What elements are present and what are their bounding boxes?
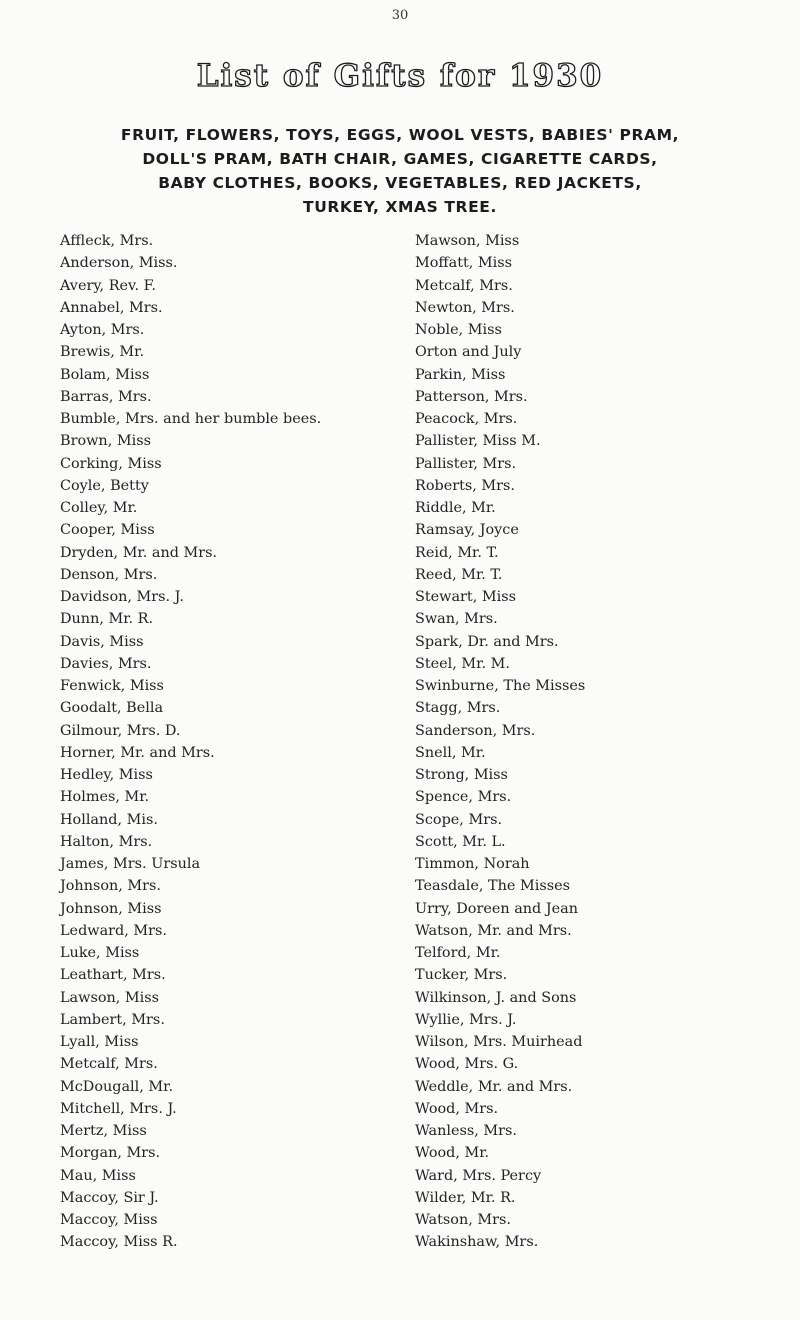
donor-name: James, Mrs. Ursula: [60, 856, 201, 872]
donor-name: Steel, Mr. M.: [415, 655, 510, 672]
donor-name: Spence, Mrs.: [415, 789, 512, 806]
donor-name: Annabel, Mrs.: [60, 299, 163, 316]
donor-name: Johnson, Mrs.: [60, 878, 162, 895]
donor-name: Urry, Doreen and Jean: [415, 900, 578, 917]
donor-name: Corking, Miss: [60, 455, 162, 472]
donor-name: Ward, Mrs. Percy: [415, 1167, 542, 1184]
gifts-line: TURKEY, XMAS TREE.: [303, 198, 497, 216]
donor-name: Swinburne, The Misses: [415, 678, 586, 694]
donor-name: Watson, Mrs.: [415, 1212, 511, 1228]
donor-name: Reed, Mr. T.: [415, 566, 503, 583]
donor-name: Pallister, Miss M.: [415, 433, 541, 450]
page-number: 30: [391, 8, 409, 23]
gifts-line: BABY CLOTHES, BOOKS, VEGETABLES, RED JACKETS,: [158, 174, 642, 192]
donor-name: Lawson, Miss: [60, 989, 160, 1006]
donor-name: Bolam, Miss: [60, 366, 150, 383]
donor-name: Watson, Mr. and Mrs.: [415, 922, 572, 939]
donor-name: Timmon, Norah: [415, 856, 530, 872]
donor-name: Johnson, Miss: [60, 900, 162, 917]
donor-name: Lyall, Miss: [60, 1034, 139, 1050]
donor-name: Snell, Mr.: [415, 744, 486, 761]
donor-name: Tucker, Mrs.: [415, 967, 508, 984]
donor-name: Affleck, Mrs.: [60, 233, 154, 249]
donor-name: Sanderson, Mrs.: [415, 722, 536, 739]
donor-name: Newton, Mrs.: [415, 299, 515, 316]
donor-name: Teasdale, The Misses: [415, 878, 570, 895]
donor-name: Morgan, Mrs.: [60, 1145, 161, 1162]
donor-name: Bumble, Mrs. and her bumble bees.: [60, 411, 322, 427]
donor-name: Stewart, Miss: [415, 589, 516, 605]
donor-name: Metcalf, Mrs.: [415, 277, 513, 294]
donor-name: Maccoy, Miss: [60, 1212, 158, 1228]
donor-name: Anderson, Miss.: [60, 255, 178, 272]
donor-name: Lambert, Mrs.: [60, 1011, 165, 1028]
donor-name: Colley, Mr.: [60, 500, 138, 516]
donor-name: McDougall, Mr.: [60, 1078, 174, 1095]
donor-name: Holland, Mis.: [60, 811, 158, 828]
donor-name: Davidson, Mrs. J.: [60, 589, 184, 605]
donor-name: Wood, Mrs. G.: [415, 1056, 519, 1073]
donor-name: Peacock, Mrs.: [415, 411, 518, 427]
donor-name: Mitchell, Mrs. J.: [60, 1100, 177, 1117]
donor-name: Wanless, Mrs.: [415, 1123, 517, 1139]
donor-name: Wilder, Mr. R.: [415, 1189, 516, 1206]
donor-name: Mau, Miss: [60, 1167, 136, 1184]
donor-name: Coyle, Betty: [60, 477, 149, 494]
donor-name: Scott, Mr. L.: [415, 833, 506, 850]
donor-name: Riddle, Mr.: [415, 500, 496, 516]
donor-name: Ledward, Mrs.: [60, 922, 167, 939]
donor-name: Orton and July: [415, 344, 522, 361]
donor-name: Halton, Mrs.: [60, 833, 153, 850]
donor-name: Wood, Mrs.: [415, 1100, 499, 1117]
donor-name: Denson, Mrs.: [60, 566, 158, 583]
donor-name: Noble, Miss: [415, 322, 502, 338]
donor-name: Wakinshaw, Mrs.: [415, 1234, 539, 1251]
donor-name: Maccoy, Sir J.: [60, 1189, 159, 1206]
donor-name: Horner, Mr. and Mrs.: [60, 744, 215, 761]
donor-name: Stagg, Mrs.: [415, 700, 501, 717]
donor-name: Brown, Miss: [60, 433, 151, 450]
donor-name: Metcalf, Mrs.: [60, 1056, 158, 1073]
donor-name: Wilkinson, J. and Sons: [415, 989, 577, 1006]
gifts-line: DOLL'S PRAM, BATH CHAIR, GAMES, CIGARETTE CARDS,: [142, 150, 658, 168]
donor-name: Dunn, Mr. R.: [60, 611, 154, 628]
donor-name: Spark, Dr. and Mrs.: [415, 633, 559, 650]
donors-left-column: [60, 230, 410, 1254]
donor-name: Fenwick, Miss: [60, 678, 164, 694]
donor-name: Dryden, Mr. and Mrs.: [60, 544, 218, 561]
gifts-line: FRUIT, FLOWERS, TOYS, EGGS, WOOL VESTS, BABIES' PRAM,: [120, 126, 680, 144]
donor-name: Davies, Mrs.: [60, 655, 152, 672]
gifts-list: [90, 123, 710, 219]
donor-name: Ayton, Mrs.: [60, 322, 145, 338]
donor-name: Moffatt, Miss: [415, 255, 513, 272]
donor-name: Parkin, Miss: [415, 366, 506, 383]
donor-name: Scope, Mrs.: [415, 811, 503, 828]
donor-name: Strong, Miss: [415, 767, 508, 783]
donor-name: Barras, Mrs.: [60, 388, 152, 405]
donor-name: Ramsay, Joyce: [415, 522, 519, 539]
donor-name: Reid, Mr. T.: [415, 544, 499, 561]
donor-name: Gilmour, Mrs. D.: [60, 722, 181, 739]
donor-name: Maccoy, Miss R.: [60, 1234, 178, 1251]
donor-name: Roberts, Mrs.: [415, 477, 515, 494]
donor-name: Brewis, Mr.: [60, 344, 145, 361]
donor-name: Cooper, Miss: [60, 522, 155, 539]
donor-name: Holmes, Mr.: [60, 789, 150, 806]
donor-name: Wood, Mr.: [415, 1145, 490, 1162]
donor-name: Patterson, Mrs.: [415, 388, 528, 405]
donor-name: Weddle, Mr. and Mrs.: [415, 1078, 573, 1095]
donor-name: Swan, Mrs.: [415, 611, 498, 628]
donor-name: Wyllie, Mrs. J.: [415, 1011, 517, 1028]
donor-name: Hedley, Miss: [60, 767, 153, 783]
donor-name: Goodalt, Bella: [60, 700, 164, 717]
donor-name: Davis, Miss: [60, 633, 144, 650]
donors-right-column: [415, 230, 775, 1254]
donor-name: Leathart, Mrs.: [60, 967, 166, 984]
donor-name: Telford, Mr.: [415, 945, 501, 961]
donor-name: Pallister, Mrs.: [415, 455, 517, 472]
page-title: List of Gifts for 1930: [196, 58, 604, 94]
donor-name: Luke, Miss: [60, 945, 140, 961]
donor-name: Mawson, Miss: [415, 233, 520, 249]
donor-name: Mertz, Miss: [60, 1123, 147, 1139]
donor-name: Wilson, Mrs. Muirhead: [415, 1034, 583, 1050]
donor-name: Avery, Rev. F.: [60, 277, 156, 294]
